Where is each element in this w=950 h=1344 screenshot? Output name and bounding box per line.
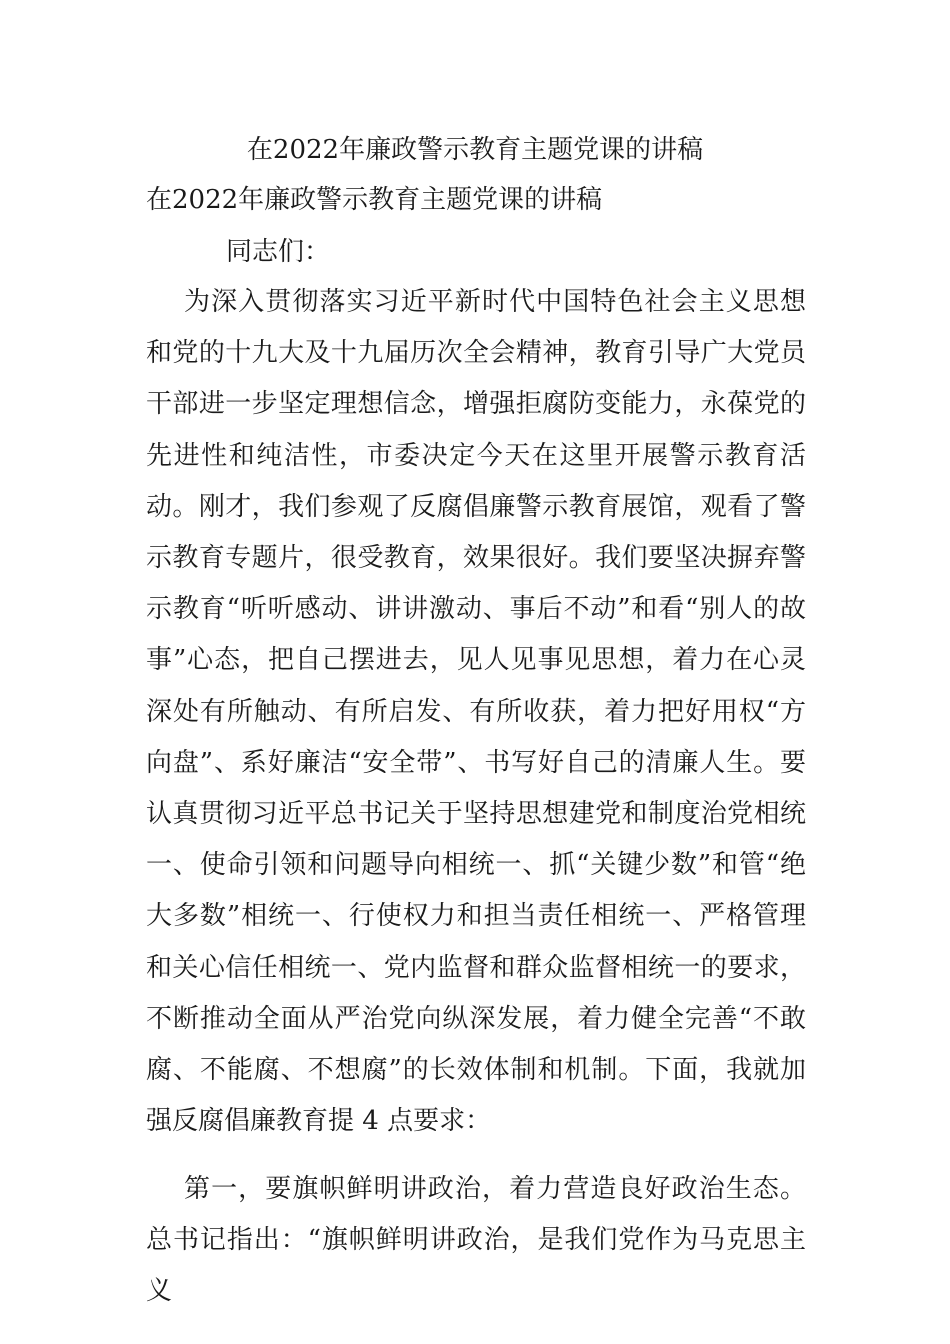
document-title: 在2022年廉政警示教育主题党课的讲稿: [246, 135, 704, 165]
paragraph-intro: 为深入贯彻落实习近平新时代中国特色社会主义思想和党的十九大及十九届历次全会精神，教育引导广大党员干部进一步坚定理想信念，增强拒腐防变能力，永葆党的先进性和纯洁性，市委决定今天在这里开展警示教育活动。刚才，我们参观了反腐倡廉警示教育展馆，观看了警示教育专题片，很受教育，效果很好。我们要坚决摒弃警示教育“听听感动、讲讲激动、事后不动”和看“别人的故事”心态，把自己摆进去，见人见事见思想，着力在心灵深处有所触动、有所启发、有所收获，着力把好用权“方向盘”、系好廉洁“安全带”、书写好自己的清廉人生。要认真贯彻习近平总书记关于坚持思想建党和制度治党相统一、使命引领和问题导向相统一、抓“关键少数”和管“绝大多数”相统一、行使权力和担当责任相统一、严格管理和关心信任相统一、党内监督和群众监督相统一的要求，不断推动全面从严治党向纵深发展，着力健全完善“不敢腐、不能腐、不想腐”的长效体制和机制。下面，我就加强反腐倡廉教育提 4 点要求：: [146, 287, 806, 1137]
document-subtitle: 在2022年廉政警示教育主题党课的讲稿: [146, 185, 603, 215]
paragraph-first-point: 第一，要旗帜鲜明讲政治，着力营造良好政治生态。总书记指出：“旗帜鲜明讲政治，是我们党作为马克思主义: [146, 1174, 806, 1307]
salutation: 同志们：: [226, 237, 331, 267]
